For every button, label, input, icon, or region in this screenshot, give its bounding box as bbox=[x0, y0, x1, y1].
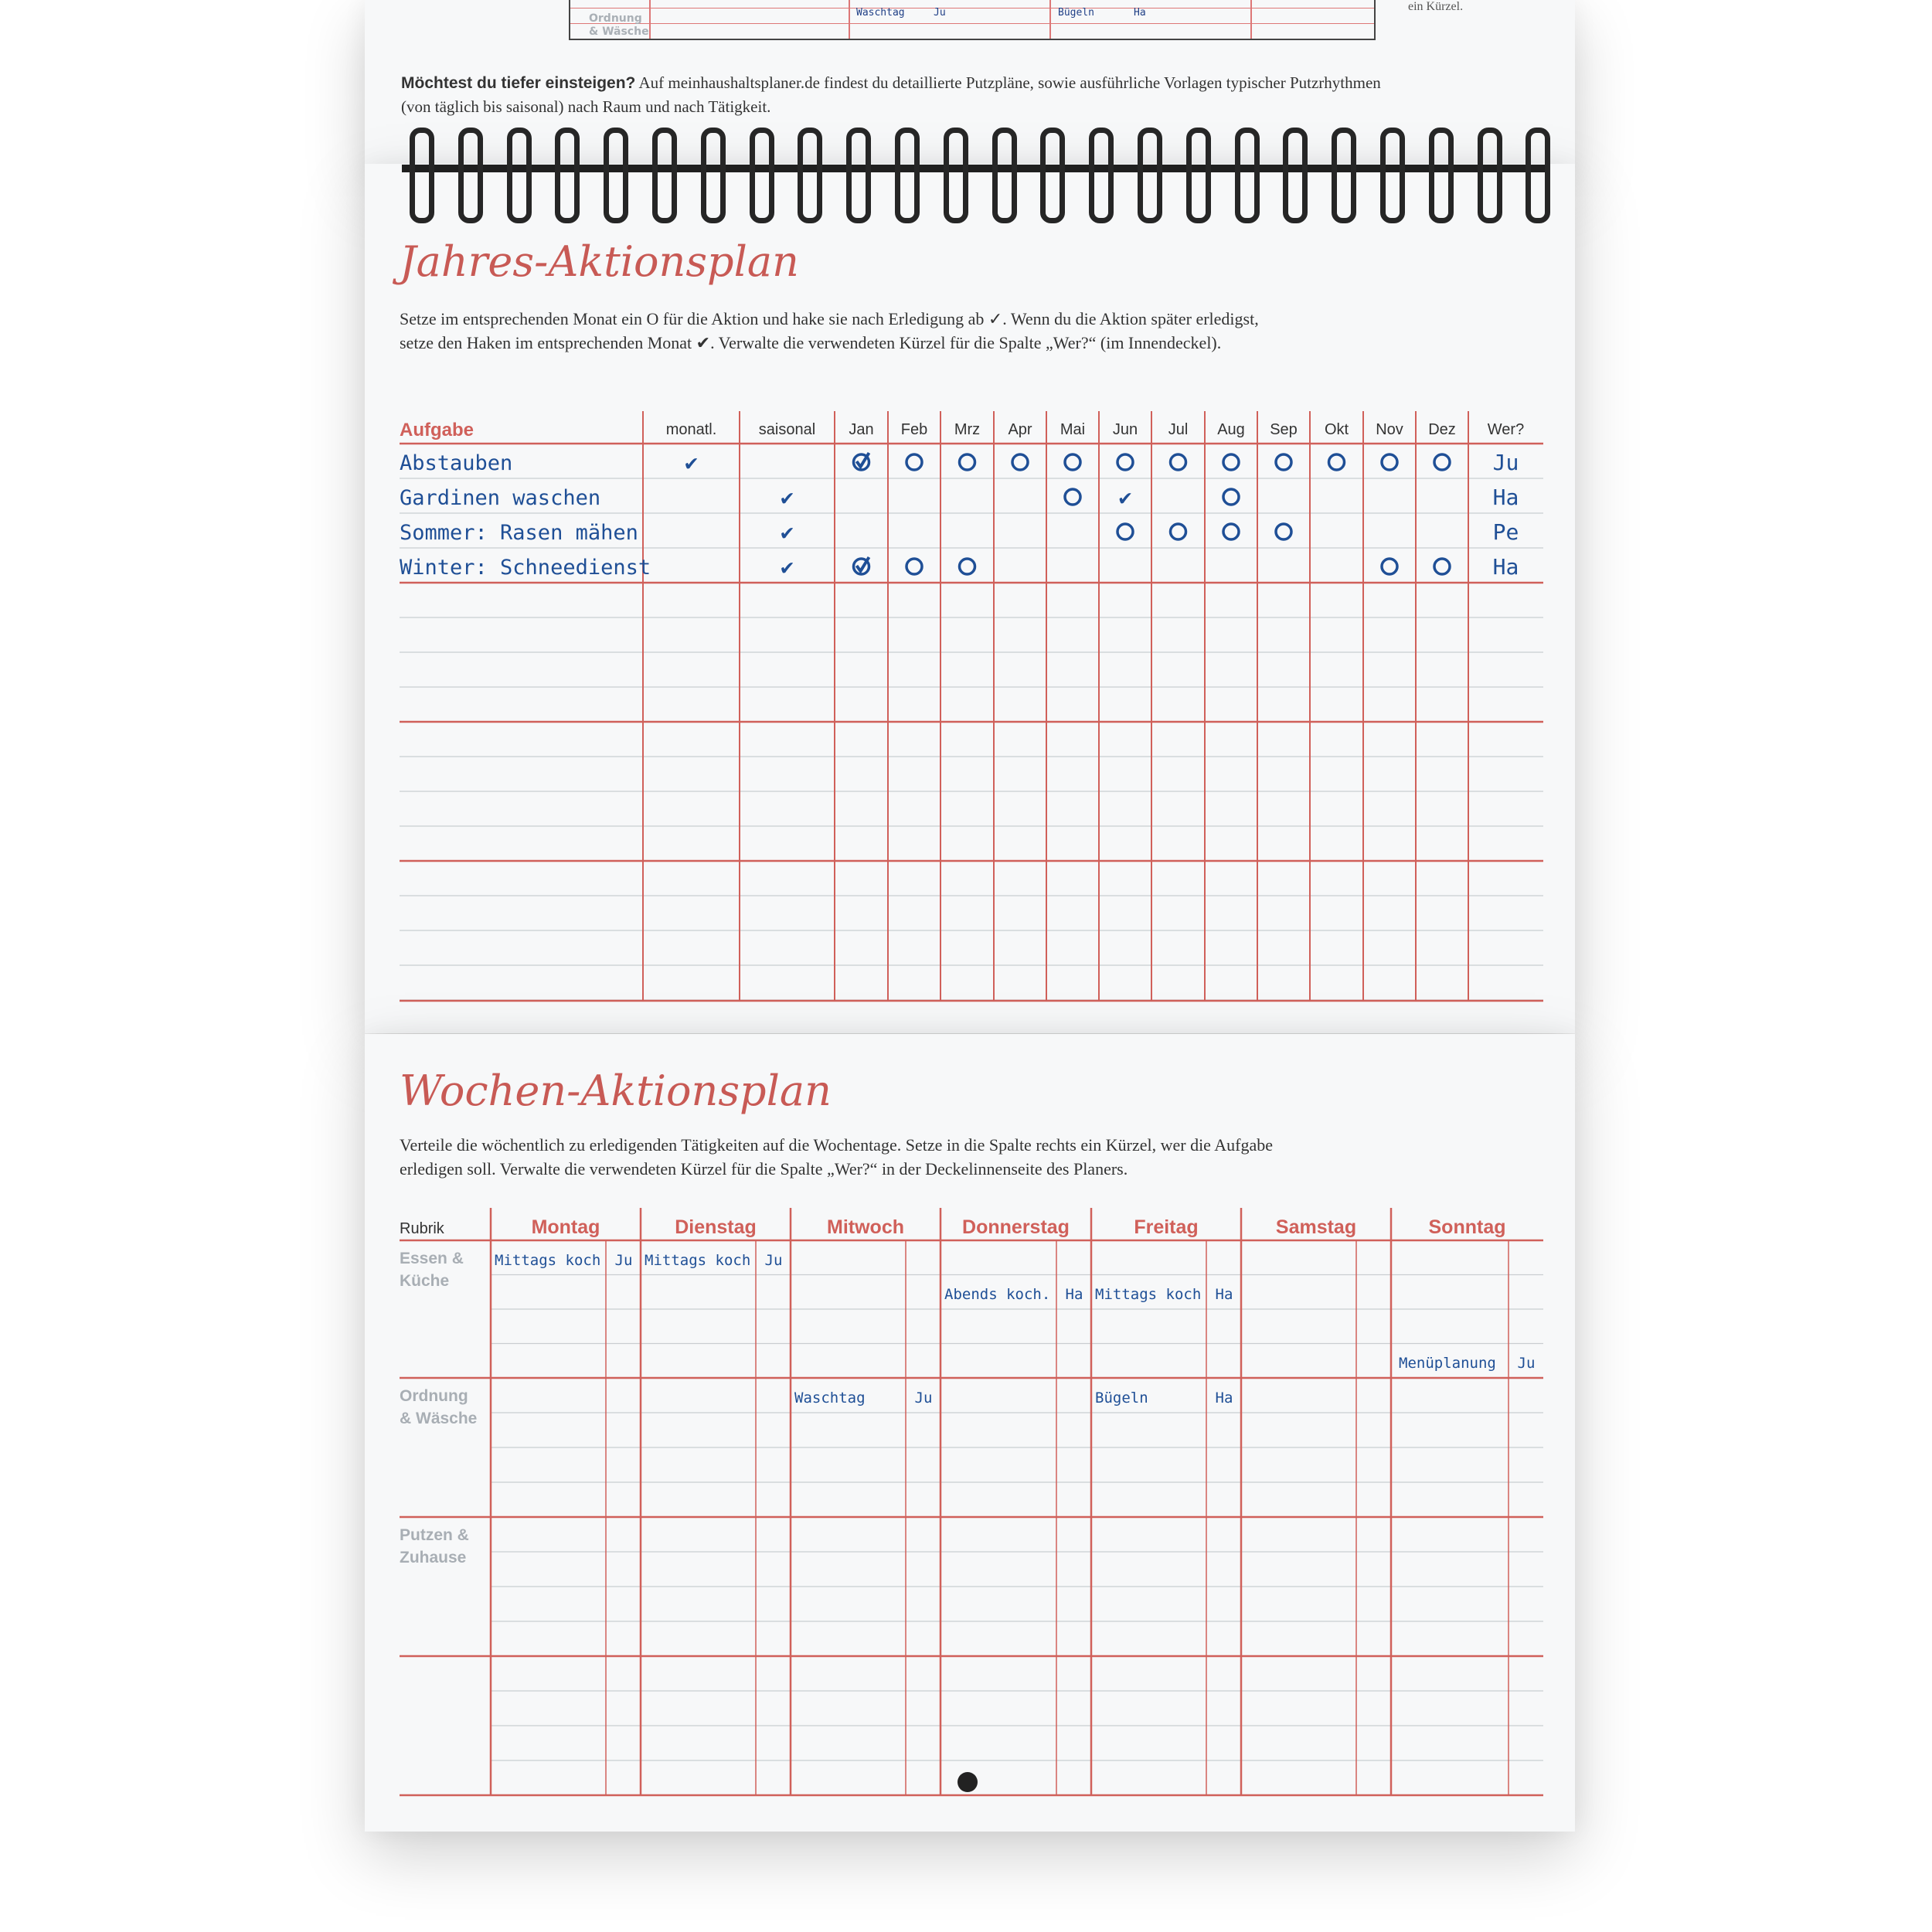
wochen-day-header: Freitag bbox=[1134, 1216, 1199, 1238]
top-side-note: ein Kürzel. bbox=[1408, 0, 1464, 13]
jahres-mark-circle bbox=[1117, 454, 1133, 470]
wochen-page bbox=[365, 1034, 1575, 1832]
jahres-col-header: saisonal bbox=[758, 421, 816, 438]
jahres-mark-circle bbox=[1382, 559, 1397, 574]
wochen-entry-who: Ha bbox=[1215, 1389, 1233, 1406]
jahres-mark-circle bbox=[1171, 454, 1186, 470]
jahres-mark-circle bbox=[1382, 454, 1397, 470]
wochen-day-header: Mitwoch bbox=[827, 1216, 904, 1238]
jahres-mark-circle bbox=[1329, 454, 1345, 470]
spiral-ring bbox=[798, 128, 822, 223]
jahres-mark-circle bbox=[1065, 454, 1080, 470]
wochen-day-header: Montag bbox=[531, 1216, 600, 1238]
top-entry-waschtag: Waschtag bbox=[856, 7, 905, 19]
jahres-mark-circle bbox=[1276, 454, 1291, 470]
jahres-task-label: Sommer: Rasen mähen bbox=[400, 521, 638, 545]
jahres-col-header: Wer? bbox=[1487, 421, 1525, 438]
spiral-ring bbox=[410, 128, 434, 223]
jahres-col-header: Mai bbox=[1060, 421, 1086, 438]
wochen-desc-line1: Verteile die wöchentlich zu erledigenden Tätigkeiten auf die Wochentage. Setze in die Spalte rechts ein Kürzel, wer die Aufgabe bbox=[400, 1135, 1273, 1155]
jahres-cell-value: ✔ bbox=[781, 485, 794, 510]
jahres-cell-value: ✔ bbox=[1118, 485, 1132, 510]
jahres-col-header: Jul bbox=[1168, 421, 1189, 438]
wochen-entry-who: Ju bbox=[764, 1252, 783, 1269]
top-info-bold: Möchtest du tiefer einsteigen? bbox=[401, 74, 636, 92]
jahres-col-header: Jan bbox=[849, 421, 874, 438]
top-entry-ha: Ha bbox=[1134, 7, 1146, 19]
jahres-mark-circle bbox=[1223, 489, 1239, 505]
wochen-entry: Bügeln bbox=[1095, 1389, 1148, 1406]
top-label-ordnung: Ordnung bbox=[589, 12, 642, 25]
jahres-mark-circle bbox=[1223, 524, 1239, 539]
spiral-ring bbox=[1040, 128, 1065, 223]
wochen-day-header: Dienstag bbox=[675, 1216, 757, 1238]
jahres-col-header: Mrz bbox=[954, 421, 981, 438]
jahres-task-label: Winter: Schneedienst bbox=[400, 556, 651, 580]
wochen-day-header: Sonntag bbox=[1428, 1216, 1506, 1238]
wochen-table bbox=[365, 1034, 1575, 1832]
jahres-mark-circle bbox=[1434, 559, 1450, 574]
wochen-title: Wochen-Aktionsplan bbox=[400, 1066, 832, 1115]
spiral-ring bbox=[1380, 128, 1405, 223]
wochen-entry-who: Ha bbox=[1215, 1286, 1233, 1303]
spiral-ring bbox=[895, 128, 920, 223]
spiral-ring bbox=[750, 128, 774, 223]
jahres-cell-value: Pe bbox=[1492, 519, 1519, 545]
wochen-section-label: Zuhause bbox=[400, 1549, 467, 1566]
jahres-page bbox=[365, 164, 1575, 1033]
wochen-entry-who: Ju bbox=[614, 1252, 633, 1269]
jahres-cell-value: ✔ bbox=[781, 519, 794, 545]
jahres-mark-circle bbox=[906, 454, 922, 470]
jahres-col-header: Feb bbox=[900, 421, 928, 438]
top-entry-ju: Ju bbox=[934, 7, 946, 19]
jahres-col-header: Okt bbox=[1324, 421, 1349, 438]
jahres-desc-line2: setze den Haken im entsprechenden Monat ✔. Verwalte die verwendeten Kürzel für die Spalte „Wer?“ (im Innendeckel). bbox=[400, 333, 1222, 352]
jahres-col-header: Jun bbox=[1112, 421, 1138, 438]
jahres-mark-circle bbox=[1223, 454, 1239, 470]
spiral-ring bbox=[701, 128, 726, 223]
spiral-ring bbox=[1526, 128, 1550, 223]
wochen-entry: Mittags koch bbox=[1095, 1286, 1202, 1303]
jahres-title: Jahres-Aktionsplan bbox=[400, 237, 799, 286]
top-info-text bbox=[401, 71, 1545, 118]
jahres-col-header: monatl. bbox=[665, 421, 717, 438]
jahres-col-header: Aug bbox=[1217, 421, 1245, 438]
jahres-cell-value: Ha bbox=[1492, 485, 1519, 510]
jahres-cell-value: ✔ bbox=[685, 450, 698, 475]
spiral-ring bbox=[1429, 128, 1454, 223]
jahres-mark-circle bbox=[960, 454, 975, 470]
spiral-ring bbox=[1332, 128, 1356, 223]
jahres-cell-value: ✔ bbox=[781, 554, 794, 580]
wochen-section-label: & Wäsche bbox=[400, 1410, 478, 1427]
jahres-mark-circle bbox=[1434, 454, 1450, 470]
wochen-desc-line2: erledigen soll. Verwalte die verwendeten Kürzel für die Spalte „Wer?“ in der Deckelinnenseite des Planers. bbox=[400, 1159, 1128, 1179]
jahres-col-header: Sep bbox=[1270, 421, 1298, 438]
spiral-ring bbox=[604, 128, 628, 223]
wochen-entry-who: Ju bbox=[1517, 1355, 1536, 1372]
wochen-entry: Menüplanung bbox=[1399, 1355, 1496, 1372]
top-entry-buegeln: Bügeln bbox=[1058, 7, 1094, 19]
jahres-mark-circle bbox=[906, 559, 922, 574]
top-table-remnant bbox=[569, 0, 1376, 40]
spiral-ring bbox=[1283, 128, 1308, 223]
wochen-day-header: Samstag bbox=[1275, 1216, 1357, 1238]
wochen-section-label: Essen & bbox=[400, 1250, 464, 1267]
wochen-entry: Waschtag bbox=[794, 1389, 866, 1406]
jahres-col-header: Nov bbox=[1376, 421, 1403, 438]
wochen-day-header: Donnerstag bbox=[962, 1216, 1070, 1238]
jahres-mark-circle bbox=[1012, 454, 1028, 470]
jahres-mark-circle bbox=[1276, 524, 1291, 539]
spiral-ring bbox=[846, 128, 871, 223]
spiral-ring bbox=[1186, 128, 1211, 223]
wochen-entry: Abends koch. bbox=[944, 1286, 1051, 1303]
wochen-entry-who: Ha bbox=[1065, 1286, 1083, 1303]
jahres-mark-circle bbox=[1171, 524, 1186, 539]
spiral-ring bbox=[992, 128, 1017, 223]
spiral-ring bbox=[1138, 128, 1162, 223]
top-info-line2: (von täglich bis saisonal) nach Raum und nach Tätigkeit. bbox=[401, 97, 771, 116]
hanging-hole bbox=[957, 1772, 978, 1792]
spiral-ring bbox=[507, 128, 532, 223]
jahres-table bbox=[365, 164, 1575, 1033]
top-label-waesche: & Wäsche bbox=[589, 26, 649, 38]
wochen-col-rubrik: Rubrik bbox=[400, 1220, 444, 1237]
jahres-task-label: Abstauben bbox=[400, 451, 513, 475]
spiral-ring bbox=[944, 128, 968, 223]
spiral-ring bbox=[1478, 128, 1502, 223]
wochen-entry: Mittags koch bbox=[645, 1252, 751, 1269]
wochen-section-label: Putzen & bbox=[400, 1526, 469, 1544]
jahres-mark-circle bbox=[960, 559, 975, 574]
jahres-col-task: Aufgabe bbox=[400, 420, 474, 440]
spiral-ring bbox=[1235, 128, 1260, 223]
jahres-desc-line1: Setze im entsprechenden Monat ein O für die Aktion und hake sie nach Erledigung ab ✓. Wenn du die Aktion später erledigst, bbox=[400, 309, 1259, 328]
wochen-entry: Mittags koch bbox=[495, 1252, 601, 1269]
wochen-section-label: Ordnung bbox=[400, 1387, 468, 1405]
spiral-ring bbox=[652, 128, 677, 223]
jahres-cell-value: Ha bbox=[1492, 554, 1519, 580]
spiral-ring bbox=[1089, 128, 1114, 223]
wochen-entry-who: Ju bbox=[914, 1389, 933, 1406]
jahres-col-header: Dez bbox=[1428, 421, 1456, 438]
wochen-section-label: Küche bbox=[400, 1272, 450, 1290]
jahres-mark-circle bbox=[1065, 489, 1080, 505]
spiral-ring bbox=[555, 128, 580, 223]
jahres-col-header: Apr bbox=[1008, 421, 1032, 438]
jahres-task-label: Gardinen waschen bbox=[400, 486, 601, 510]
top-info-line1: Auf meinhaushaltsplaner.de findest du detaillierte Putzpläne, sowie ausführliche Vorlagen typischer Putzrhythmen bbox=[635, 73, 1381, 92]
jahres-mark-circle bbox=[1117, 524, 1133, 539]
jahres-cell-value: Ju bbox=[1492, 450, 1519, 475]
spiral-ring bbox=[458, 128, 483, 223]
